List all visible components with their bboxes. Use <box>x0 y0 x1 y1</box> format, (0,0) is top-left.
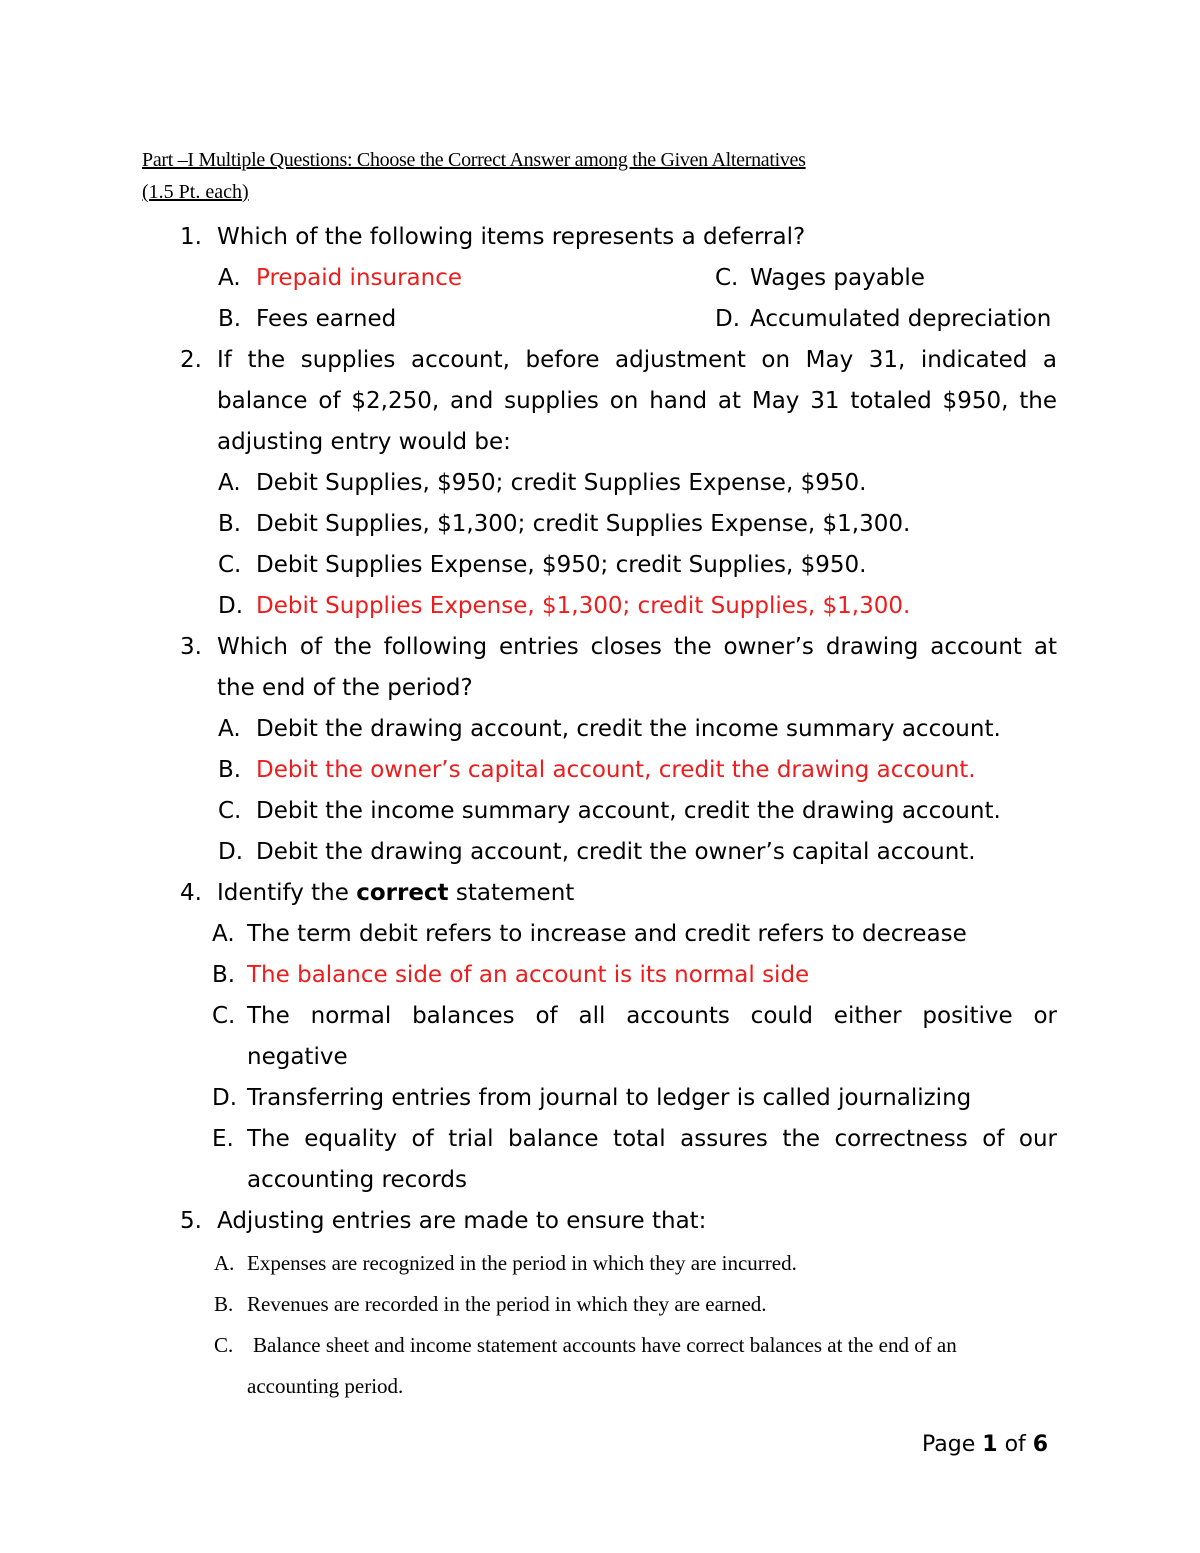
q3-option-b-label: B. <box>218 757 242 783</box>
q2-option-b-label: B. <box>218 511 242 537</box>
q1-option-d-text: Accumulated depreciation <box>750 306 1052 332</box>
q4-option-c-line2: negative <box>247 1044 348 1070</box>
q4-option-b-text: The balance side of an account is its normal side <box>247 962 810 988</box>
q2-option-c-text: Debit Supplies Expense, $950; credit Supplies, $950. <box>256 552 867 578</box>
q2-text-line3: adjusting entry would be: <box>217 429 511 455</box>
q4-number: 4. <box>180 880 202 906</box>
footer-of-word: of <box>997 1432 1033 1457</box>
q3-number: 3. <box>180 634 202 660</box>
q5-option-a-label: A. <box>214 1251 235 1275</box>
q5-option-a-text: Expenses are recognized in the period in which they are incurred. <box>247 1251 797 1275</box>
q5-option-b-text: Revenues are recorded in the period in which they are earned. <box>247 1292 767 1316</box>
q4-text-after: statement <box>448 880 575 906</box>
q3-option-a-label: A. <box>218 716 241 742</box>
q3-option-d-text: Debit the drawing account, credit the owner’s capital account. <box>256 839 976 865</box>
section-heading-line2: (1.5 Pt. each) <box>142 181 249 203</box>
q5-option-b-label: B. <box>214 1292 234 1316</box>
q4-option-d-label: D. <box>212 1085 238 1111</box>
page-number-footer <box>922 1430 1048 1460</box>
q2-option-d-label: D. <box>218 593 244 619</box>
q4-option-a-text: The term debit refers to increase and credit refers to decrease <box>247 921 967 947</box>
section-heading-line1: Part –I Multiple Questions: Choose the Correct Answer among the Given Alternatives <box>142 149 806 171</box>
q1-option-d-label: D. <box>715 306 741 332</box>
footer-total-pages: 6 <box>1032 1432 1049 1457</box>
q2-number: 2. <box>180 347 202 373</box>
q1-option-b-text: Fees earned <box>256 306 397 332</box>
q4-text <box>217 878 574 908</box>
q1-option-b-label: B. <box>218 306 242 332</box>
q4-option-e-line2: accounting records <box>247 1167 467 1193</box>
q3-text-line2: the end of the period? <box>217 675 473 701</box>
q4-text-bold: correct <box>356 880 449 906</box>
q4-text-before: Identify the <box>217 880 357 906</box>
q2-text-line2: balance of $2,250, and supplies on hand at May 31 totaled $950, the <box>217 388 1057 414</box>
q2-option-a-text: Debit Supplies, $950; credit Supplies Expense, $950. <box>256 470 867 496</box>
q5-number: 5. <box>180 1208 202 1234</box>
q3-option-c-label: C. <box>218 798 242 824</box>
q2-text-line1: If the supplies account, before adjustment on May 31, indicated a <box>217 347 1057 373</box>
footer-current-page: 1 <box>982 1432 998 1457</box>
q1-option-a-text: Prepaid insurance <box>256 265 463 291</box>
q3-option-a-text: Debit the drawing account, credit the income summary account. <box>256 716 1001 742</box>
q4-option-a-label: A. <box>212 921 235 947</box>
q1-number: 1. <box>180 224 202 250</box>
q5-option-c-line1: Balance sheet and income statement accounts have correct balances at the end of an <box>253 1333 957 1357</box>
q3-option-c-text: Debit the income summary account, credit the drawing account. <box>256 798 1001 824</box>
q4-option-c-line1: The normal balances of all accounts could either positive or <box>247 1003 1057 1029</box>
q4-option-c-label: C. <box>212 1003 236 1029</box>
q5-option-c-label: C. <box>214 1333 234 1357</box>
q1-option-a-label: A. <box>218 265 241 291</box>
q2-option-b-text: Debit Supplies, $1,300; credit Supplies Expense, $1,300. <box>256 511 911 537</box>
q4-option-e-label: E. <box>212 1126 234 1152</box>
q2-option-c-label: C. <box>218 552 242 578</box>
q2-option-d-text: Debit Supplies Expense, $1,300; credit Supplies, $1,300. <box>256 593 911 619</box>
footer-page-word: Page <box>922 1432 983 1457</box>
q1-text: Which of the following items represents a deferral? <box>217 224 806 250</box>
section-heading <box>142 144 1042 208</box>
q3-option-d-label: D. <box>218 839 244 865</box>
q5-option-c-line2: accounting period. <box>247 1374 404 1398</box>
q3-option-b-text: Debit the owner’s capital account, credit the drawing account. <box>256 757 976 783</box>
q4-option-b-label: B. <box>212 962 236 988</box>
q4-option-e-line1: The equality of trial balance total assures the correctness of our <box>247 1126 1057 1152</box>
q3-text-line1: Which of the following entries closes the owner’s drawing account at <box>217 634 1057 660</box>
q1-option-c-label: C. <box>715 265 739 291</box>
q5-text: Adjusting entries are made to ensure that: <box>217 1208 707 1234</box>
q1-option-c-text: Wages payable <box>750 265 925 291</box>
q2-option-a-label: A. <box>218 470 241 496</box>
q4-option-d-text: Transferring entries from journal to ledger is called journalizing <box>247 1085 972 1111</box>
